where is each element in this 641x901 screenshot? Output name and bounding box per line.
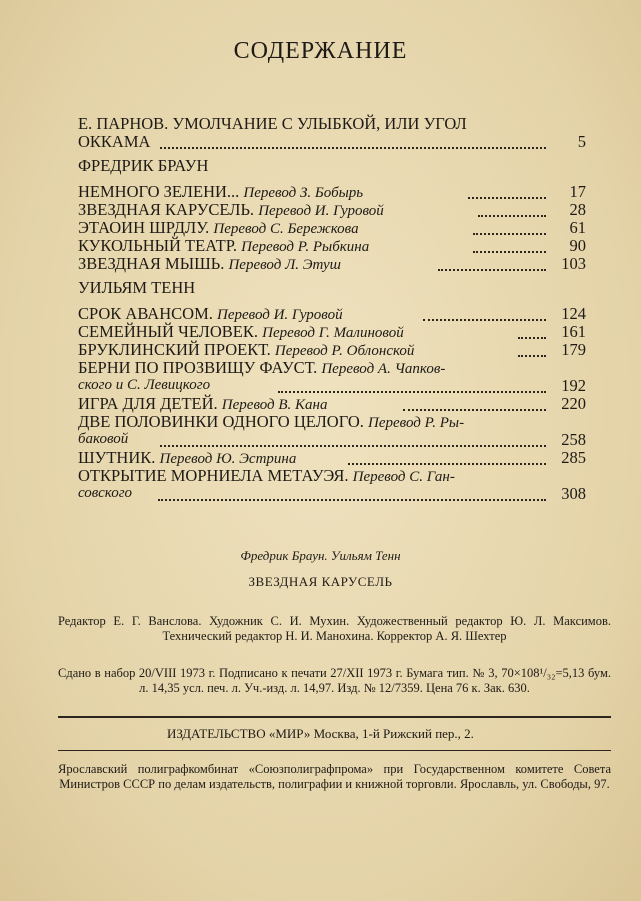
toc-entry-otkrytie-line2 [78, 486, 586, 506]
section-heading-brown: ФРЕДРИК БРАУН [78, 156, 209, 175]
toc-entry-page: 220 [561, 394, 586, 413]
toc-entry-translator: Перевод С. Ган- [352, 469, 455, 485]
toc-entry-intro-line1 [78, 116, 586, 136]
toc-entry-page: 5 [577, 132, 586, 151]
toc-entry-page: 192 [561, 376, 586, 395]
toc-entry-title: ИГРА ДЛЯ ДЕТЕЙ. [78, 394, 218, 413]
toc-entry-page: 103 [561, 254, 586, 273]
toc-entry-translator: Перевод А. Чапков- [321, 361, 446, 377]
toc-entry-translator: Перевод В. Кана [221, 397, 328, 413]
toc-entry-translator: Перевод Р. Облонской [274, 343, 415, 359]
toc-entry-page: 285 [561, 448, 586, 467]
toc-entry-translator: Перевод Л. Этуш [228, 257, 341, 273]
toc-entry-title: ЗВЕЗДНАЯ КАРУСЕЛЬ. [78, 200, 255, 219]
toc-entry-page: 308 [561, 484, 586, 503]
dot-leader [348, 463, 546, 465]
toc-entry-otkrytie-line1 [78, 468, 586, 488]
dot-leader [518, 355, 546, 357]
toc-entry-page: 90 [569, 236, 586, 255]
divider-bottom [58, 750, 611, 751]
toc-entry-title: ОТКРЫТИЕ МОРНИЕЛА МЕТАУЭЯ. [78, 466, 349, 485]
section-heading-tenn: УИЛЬЯМ ТЕНН [78, 278, 196, 297]
toc-entry-translator: баковой [78, 431, 129, 447]
toc-entry-translator: Перевод Р. Ры- [368, 415, 465, 431]
toc-entry-dve-line1 [78, 414, 586, 434]
toc-entry-page: 124 [561, 304, 586, 323]
toc-entry-title: ОККАМА [78, 132, 151, 151]
dot-leader [468, 197, 546, 199]
toc-entry-title: Е. ПАРНОВ. УМОЛЧАНИЕ С УЛЫБКОЙ, ИЛИ УГОЛ [78, 114, 467, 133]
toc-entry-title: НЕМНОГО ЗЕЛЕНИ... [78, 182, 240, 201]
dot-leader [473, 251, 546, 253]
toc-entry-page: 17 [569, 182, 586, 201]
toc-entry-page: 28 [569, 200, 586, 219]
editorial-credits: Редактор Е. Г. Ванслова. Художник С. И. Мухин. Художественный редактор Ю. Л. Максимов. Технический редактор Н. И. Манохина. Корректор А. Я. Шехтер [58, 614, 611, 643]
toc-entry-page: 258 [561, 430, 586, 449]
page-title: СОДЕРЖАНИЕ [233, 38, 408, 64]
dot-leader [438, 269, 546, 271]
toc-entry-translator: Перевод И. Гуровой [217, 307, 343, 323]
dot-leader [478, 215, 546, 217]
toc-entry-translator: ского и С. Левицкого [78, 377, 211, 393]
book-title: ЗВЕЗДНАЯ КАРУСЕЛЬ [248, 574, 393, 589]
toc-entry-title: ДВЕ ПОЛОВИНКИ ОДНОГО ЦЕЛОГО. [78, 412, 364, 431]
dot-leader [518, 337, 546, 339]
dot-leader [403, 409, 546, 411]
toc-entry-translator: Перевод Г. Малиновой [262, 325, 404, 341]
dot-leader [473, 233, 546, 235]
toc-entry-page: 179 [561, 340, 586, 359]
toc-entry [78, 256, 586, 276]
print-details: Сдано в набор 20/VIII 1973 г. Подписано к печати 27/XII 1973 г. Бумага тип. № 3, 70×108¹/₃₂=5,13 бум. л. 14,35 усл. печ. л. Уч.-изд. л. 14,97. Изд. № 12/7359. Цена 76 к. Зак. 630. [58, 666, 611, 695]
toc-entry-title: КУКОЛЬНЫЙ ТЕАТР. [78, 236, 237, 255]
toc-entry-title: ЗВЕЗДНАЯ МЫШЬ. [78, 254, 225, 273]
publisher-line: ИЗДАТЕЛЬСТВО «МИР» Москва, 1-й Рижский пер., 2. [167, 726, 474, 741]
toc-entry-translator: совского [78, 485, 133, 501]
toc-entry-title: ЭТАОИН ШРДЛУ. [78, 218, 210, 237]
toc-entry-page: 61 [569, 218, 586, 237]
dot-leader [278, 391, 546, 393]
toc-entry-intro-line2 [78, 134, 586, 154]
toc-entry-translator: Перевод Р. Рыбкина [241, 239, 370, 255]
toc-entry-translator: Перевод Ю. Эстрина [159, 451, 297, 467]
divider-top [58, 716, 611, 718]
toc-entry-title: СЕМЕЙНЫЙ ЧЕЛОВЕК. [78, 322, 259, 341]
dot-leader [160, 445, 546, 447]
book-authors: Фредрик Браун. Уильям Тенн [240, 548, 401, 563]
toc-entry-translator: Перевод З. Бобырь [243, 185, 364, 201]
dot-leader [160, 147, 546, 149]
toc-entry-title: ШУТНИК. [78, 448, 156, 467]
toc-entry-title: БЕРНИ ПО ПРОЗВИЩУ ФАУСТ. [78, 358, 318, 377]
toc-entry-title: СРОК АВАНСОМ. [78, 304, 213, 323]
dot-leader [423, 319, 546, 321]
toc-entry-translator: Перевод И. Гуровой [258, 203, 384, 219]
toc-entry-page: 161 [561, 322, 586, 341]
toc-entry-title: БРУКЛИНСКИЙ ПРОЕКТ. [78, 340, 271, 359]
toc-entry-translator: Перевод С. Бережкова [213, 221, 359, 237]
dot-leader [158, 499, 546, 501]
printer-info: Ярославский полиграфкомбинат «Союзполиграфпрома» при Государственном комитете Совета Министров СССР по делам издательств, полиграфии и книжной торговли. Ярославль, ул. Свободы, 97. [58, 762, 611, 791]
